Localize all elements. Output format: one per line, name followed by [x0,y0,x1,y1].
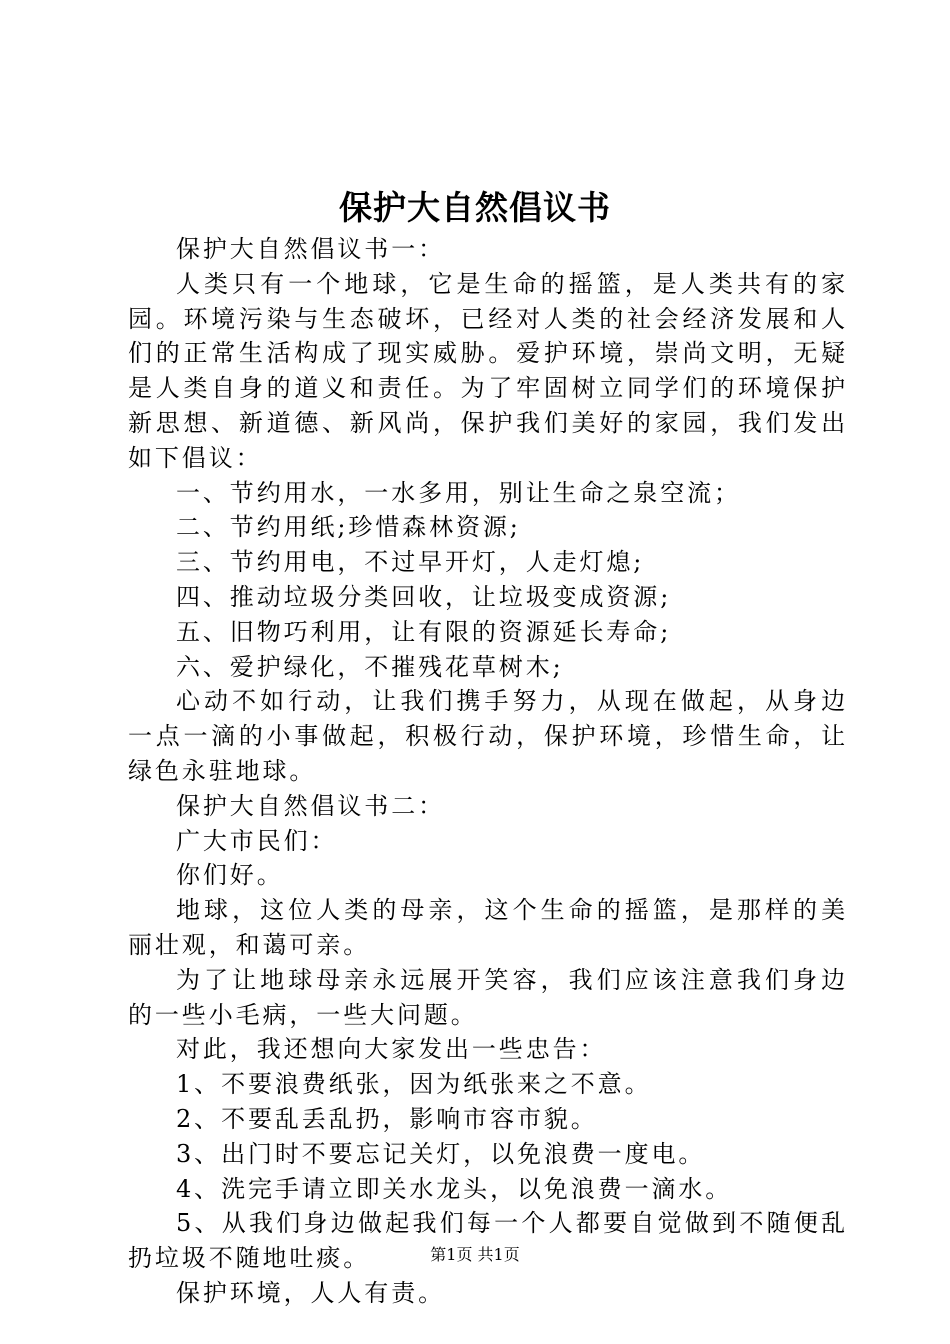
paragraph: 六、爱护绿化，不摧残花草树木; [176,652,564,681]
paragraph: 人类只有一个地球，它是生命的摇篮，是人类共有的家园。环境污染与生态破坏，已经对人类的社会经济发展和人们的正常生活构成了现实威胁。爱护环境，崇尚文明，无疑是人类自身的道义和责任。为了牢固树立同学们的环境保护新思想、新道德、新风尚，保护我们美好的家园，我们发出如下倡议： [128,269,848,472]
paragraph: 地球，这位人类的母亲，这个生命的摇篮，是那样的美丽壮观，和蔼可亲。 [128,896,848,959]
paragraph: 为了让地球母亲永远展开笑容，我们应该注意我们身边的一些小毛病，一些大问题。 [128,965,848,1029]
paragraph: 保护大自然倡议书二： [176,791,445,820]
paragraph: 4、洗完手请立即关水龙头，以免浪费一滴水。 [176,1174,733,1203]
paragraph: 1、不要浪费纸张，因为纸张来之不意。 [176,1070,652,1099]
paragraph: 一、节约用水，一水多用，别让生命之泉空流； [176,478,741,507]
paragraph: 二、节约用纸;珍惜森林资源; [176,513,521,542]
paragraph: 保护大自然倡议书一： [176,235,445,263]
paragraph: 四、推动垃圾分类回收，让垃圾变成资源; [176,582,672,611]
paragraph: 对此，我还想向大家发出一些忠告： [176,1035,607,1064]
paragraph: 心动不如行动，让我们携手努力，从现在做起，从身边一点一滴的小事做起，积极行动，保护环境，珍惜生命，让绿色永驻地球。 [128,687,848,785]
paragraph: 三、节约用电，不过早开灯，人走灯熄; [176,548,645,577]
document-title: 保护大自然倡议书 [339,188,611,227]
paragraph: 2、不要乱丢乱扔，影响市容市貌。 [176,1104,598,1133]
page-footer: 第1页 共1页 [430,1245,520,1264]
document-body [128,232,848,1311]
paragraph: 广大市民们： [176,826,338,855]
paragraph: 5、从我们身边做起我们每一个人都要自觉做到不随便乱扔垃圾不随地吐痰。 [128,1209,848,1273]
paragraph: 3、出门时不要忘记关灯，以免浪费一度电。 [176,1139,706,1168]
paragraph: 五、旧物巧利用，让有限的资源延长寿命; [176,617,672,646]
paragraph: 你们好。 [176,861,284,890]
paragraph: 保护环境，人人有责。 [176,1278,445,1307]
